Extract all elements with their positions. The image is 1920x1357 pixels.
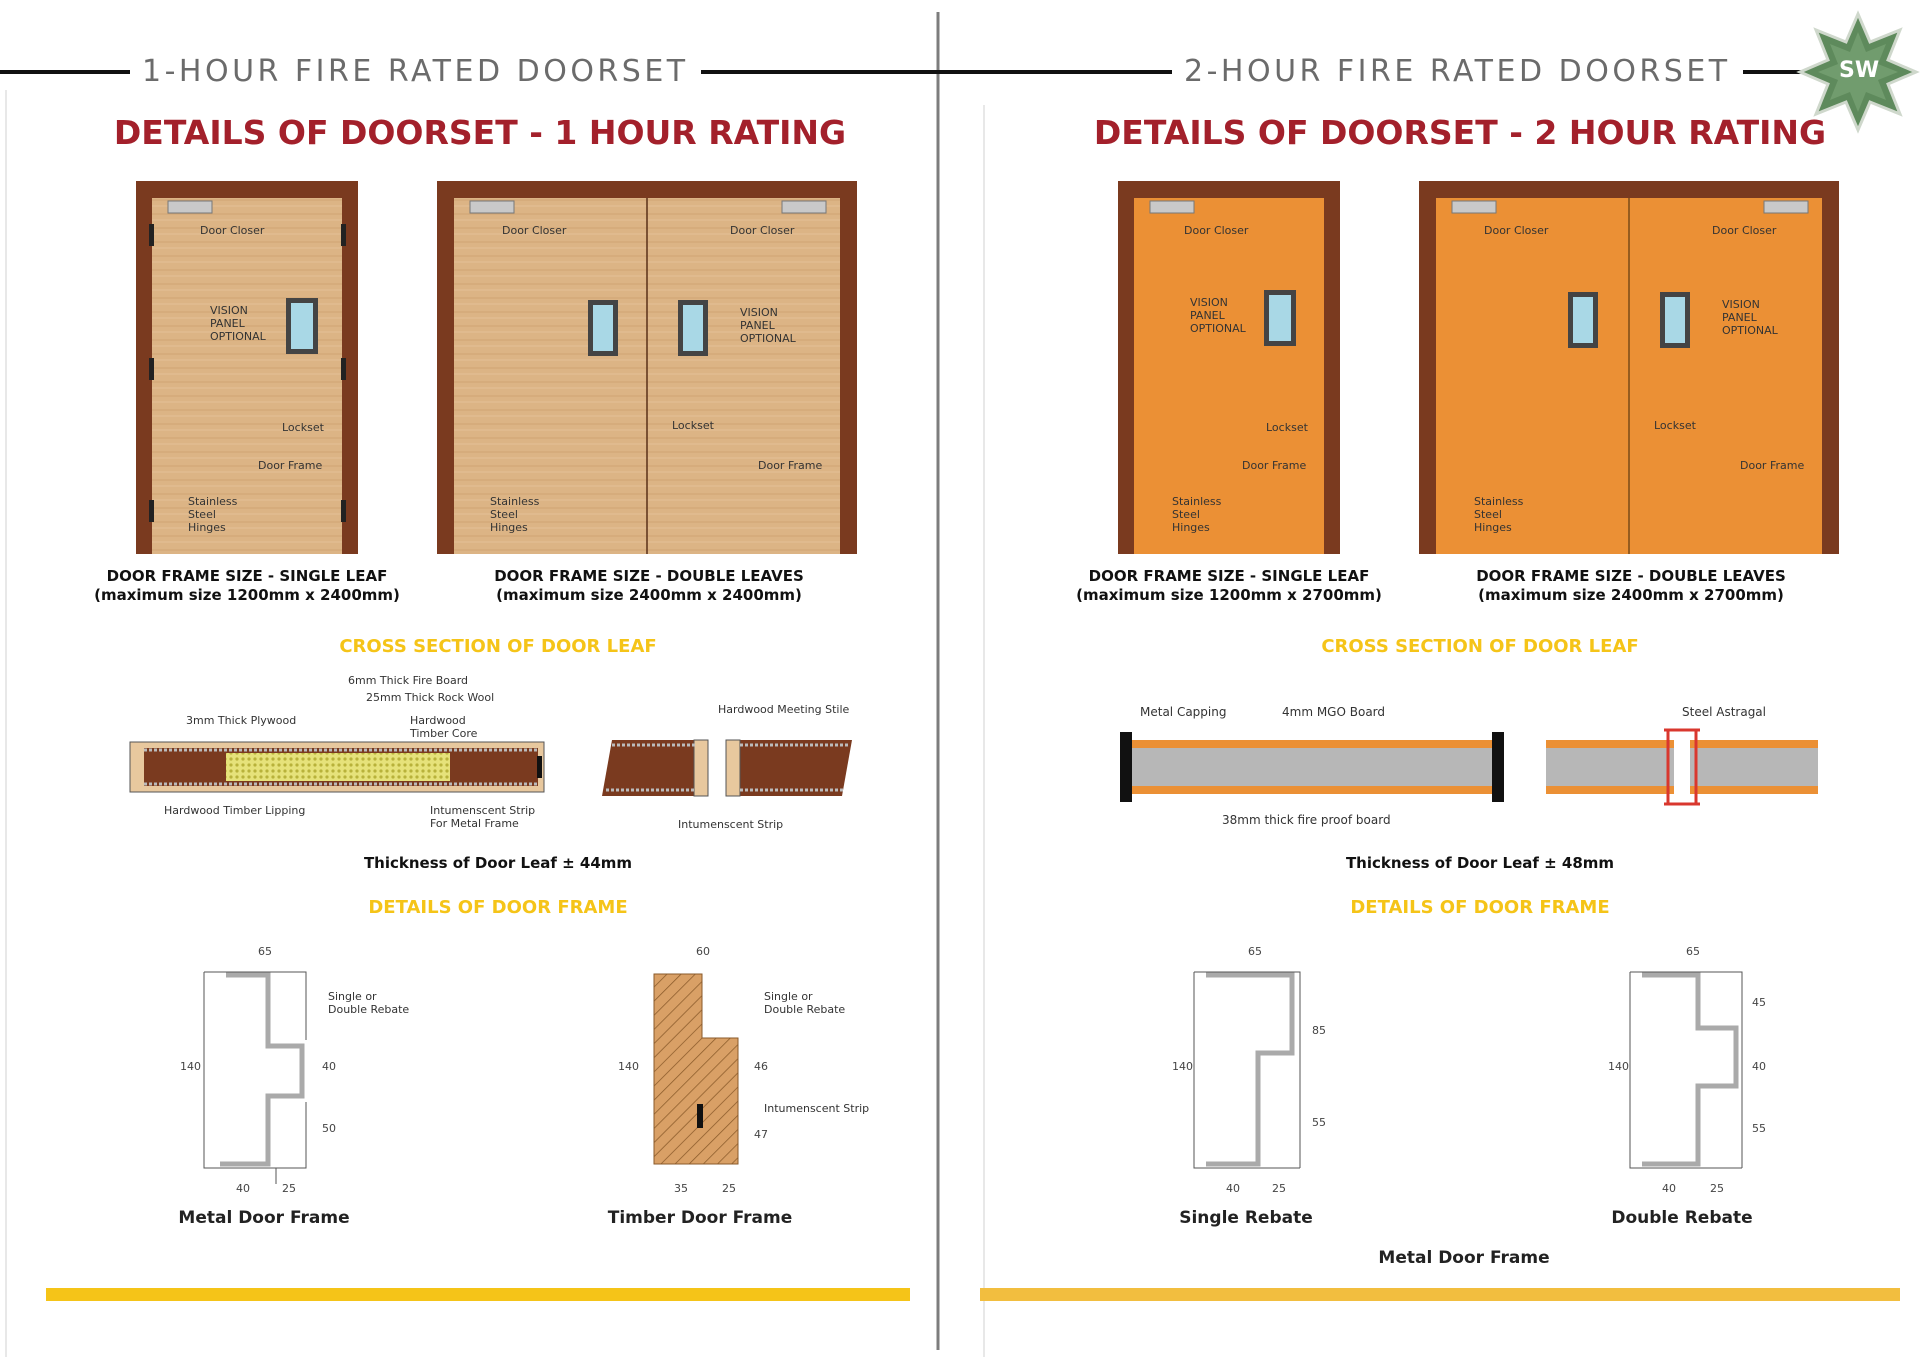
label-lockset: Lockset <box>672 419 714 432</box>
label-door-closer: Door Closer <box>1484 224 1549 237</box>
label-vision-panel: VISION PANEL OPTIONAL <box>1190 296 1246 335</box>
label-intumescent-strip: Intumenscent Strip For Metal Frame <box>430 804 536 830</box>
footer-bar-left <box>46 1288 910 1301</box>
label-vision-panel: VISION PANEL OPTIONAL <box>210 304 266 343</box>
right-thickness: Thickness of Door Leaf ± 48mm <box>1345 854 1615 872</box>
dim-top: 65 <box>1686 945 1700 958</box>
right-section-header: 2-HOUR FIRE RATED DOORSET <box>1172 52 1743 92</box>
label-steel-astragal: Steel Astragal <box>1682 705 1766 719</box>
dim-b: 55 <box>1312 1116 1326 1129</box>
dim-top: 60 <box>696 945 710 958</box>
frame-single-rebate <box>1206 975 1292 1164</box>
label-lockset: Lockset <box>1654 419 1696 432</box>
dim-height: 140 <box>1172 1060 1193 1073</box>
label-hinges: Stainless Steel Hinges <box>188 495 238 534</box>
label-rebate: Single or Double Rebate <box>764 990 846 1016</box>
dim-bottom-right: 25 <box>722 1182 736 1195</box>
label-door-closer: Door Closer <box>200 224 265 237</box>
label-hinges: Stainless Steel Hinges <box>490 495 540 534</box>
frame-double-rebate <box>1642 975 1736 1164</box>
dim-a: 85 <box>1312 1024 1326 1037</box>
frame-metal-1h <box>220 975 302 1164</box>
label-door-closer: Door Closer <box>730 224 795 237</box>
cross-section-2h <box>1120 730 1818 804</box>
label-hinges: Stainless Steel Hinges <box>1474 495 1524 534</box>
label-door-frame: Door Frame <box>758 459 823 472</box>
frame-name-metal: Metal Door Frame <box>178 1208 350 1228</box>
dim-bottom-left: 40 <box>1662 1182 1676 1195</box>
dim-b: 40 <box>1752 1060 1766 1073</box>
cross-section-1h <box>130 740 852 796</box>
label-fire-proof-board: 38mm thick fire proof board <box>1222 813 1391 827</box>
caption-single-2h: DOOR FRAME SIZE - SINGLE LEAF (maximum size 1200mm x 2700mm) <box>1076 567 1382 604</box>
frame-name-timber: Timber Door Frame <box>607 1208 793 1228</box>
dim-bottom-right: 25 <box>282 1182 296 1195</box>
dim-b: 47 <box>754 1128 768 1141</box>
left-thickness: Thickness of Door Leaf ± 44mm <box>363 854 633 872</box>
right-title: DETAILS OF DOORSET - 2 HOUR RATING <box>1093 113 1827 152</box>
logo-text: SW <box>1839 58 1880 83</box>
dim-a: 46 <box>754 1060 768 1073</box>
label-meeting-stile: Hardwood Meeting Stile <box>718 703 850 716</box>
label-door-closer: Door Closer <box>1184 224 1249 237</box>
dim-bottom-left: 40 <box>1226 1182 1240 1195</box>
left-section-header: 1-HOUR FIRE RATED DOORSET <box>130 52 701 92</box>
dim-a: 40 <box>322 1060 336 1073</box>
label-vision-panel: VISION PANEL OPTIONAL <box>740 306 796 345</box>
right-cross-section-title: CROSS SECTION OF DOOR LEAF <box>1321 636 1639 657</box>
dim-height: 140 <box>1608 1060 1629 1073</box>
label-rock-wool: 25mm Thick Rock Wool <box>366 691 495 704</box>
label-mgo-board: 4mm MGO Board <box>1282 705 1386 719</box>
label-lipping: Hardwood Timber Lipping <box>164 804 306 817</box>
caption-double-1h: DOOR FRAME SIZE - DOUBLE LEAVES (maximum size 2400mm x 2400mm) <box>494 567 804 604</box>
left-cross-section-title: CROSS SECTION OF DOOR LEAF <box>339 636 657 657</box>
dim-bottom-left: 35 <box>674 1182 688 1195</box>
label-fire-board: 6mm Thick Fire Board <box>348 674 469 687</box>
label-door-frame: Door Frame <box>1242 459 1307 472</box>
label-metal-capping: Metal Capping <box>1140 705 1227 719</box>
caption-single-1h: DOOR FRAME SIZE - SINGLE LEAF (maximum size 1200mm x 2400mm) <box>94 567 400 604</box>
label-door-closer: Door Closer <box>502 224 567 237</box>
label-door-closer: Door Closer <box>1712 224 1777 237</box>
dim-height: 140 <box>180 1060 201 1073</box>
dim-a: 45 <box>1752 996 1766 1009</box>
right-frame-title: DETAILS OF DOOR FRAME <box>1350 897 1610 918</box>
label-lockset: Lockset <box>282 421 324 434</box>
label-lockset: Lockset <box>1266 421 1308 434</box>
frame-timber-1h <box>654 974 738 1164</box>
label-door-frame: Door Frame <box>1740 459 1805 472</box>
dim-height: 140 <box>618 1060 639 1073</box>
label-vision-panel: VISION PANEL OPTIONAL <box>1722 298 1778 337</box>
label-intumescent: Intumenscent Strip <box>764 1102 870 1115</box>
left-title: DETAILS OF DOORSET - 1 HOUR RATING <box>113 113 847 152</box>
caption-double-2h: DOOR FRAME SIZE - DOUBLE LEAVES (maximum size 2400mm x 2700mm) <box>1476 567 1786 604</box>
label-rebate: Single or Double Rebate <box>328 990 410 1016</box>
label-plywood: 3mm Thick Plywood <box>186 714 297 727</box>
label-hinges: Stainless Steel Hinges <box>1172 495 1222 534</box>
dim-bottom-right: 25 <box>1710 1182 1724 1195</box>
footer-bar-right <box>980 1288 1900 1301</box>
dim-bottom-left: 40 <box>236 1182 250 1195</box>
label-core: Hardwood Timber Core <box>410 714 478 740</box>
frame-name-single-rebate: Single Rebate <box>1179 1208 1313 1228</box>
frame-caption-right: Metal Door Frame <box>1378 1248 1550 1268</box>
label-intumescent-strip-2: Intumenscent Strip <box>678 818 784 831</box>
dim-top: 65 <box>258 945 272 958</box>
left-frame-title: DETAILS OF DOOR FRAME <box>368 897 628 918</box>
frame-name-double-rebate: Double Rebate <box>1611 1208 1753 1228</box>
dim-top: 65 <box>1248 945 1262 958</box>
label-door-frame: Door Frame <box>258 459 323 472</box>
dim-bottom-right: 25 <box>1272 1182 1286 1195</box>
dim-b: 50 <box>322 1122 336 1135</box>
dim-c: 55 <box>1752 1122 1766 1135</box>
